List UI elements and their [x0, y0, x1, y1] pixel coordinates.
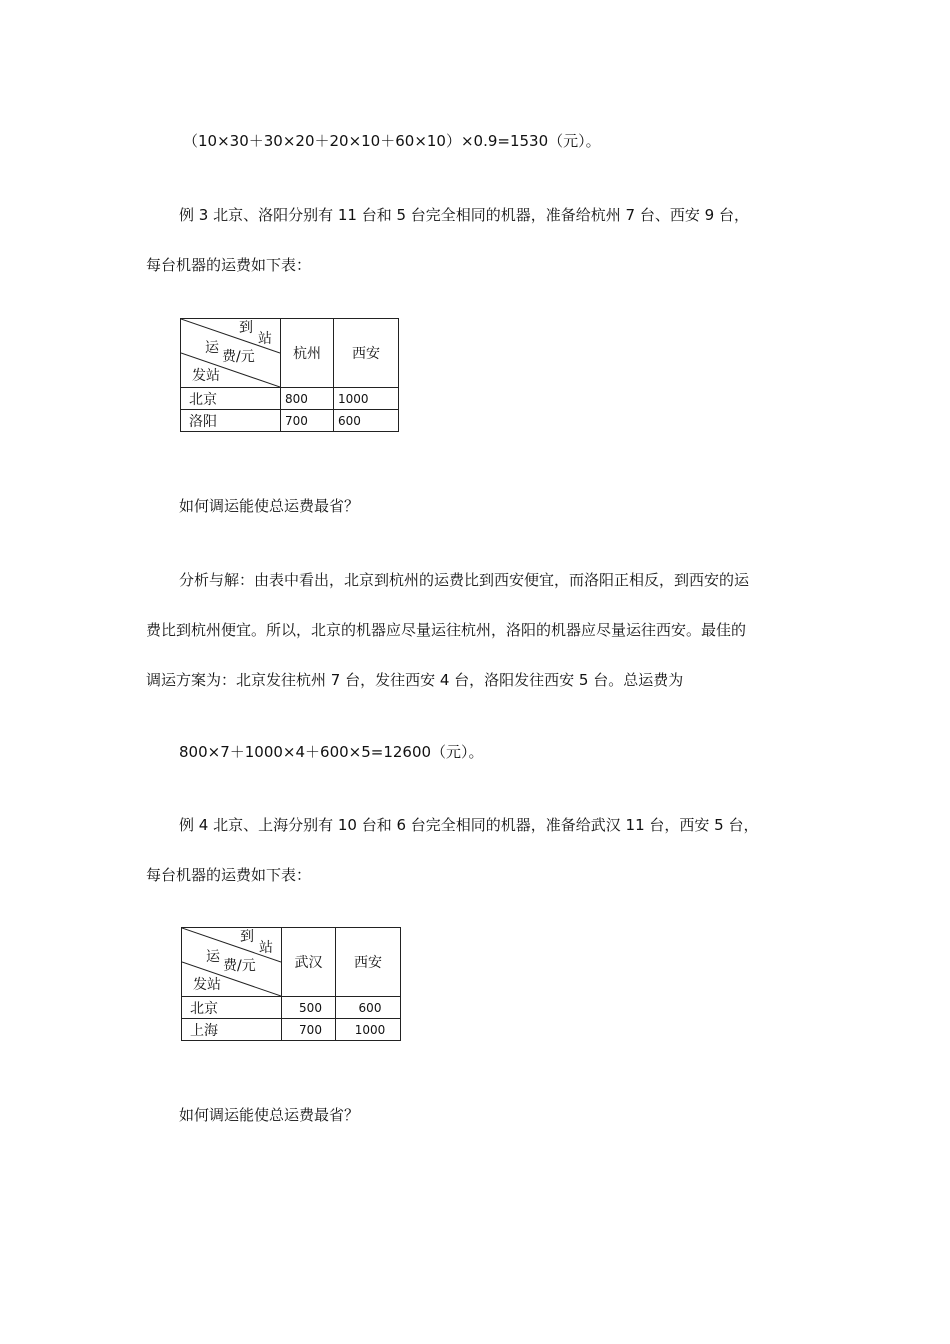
header-station: 站	[258, 331, 272, 347]
diagonal-header-cell	[181, 319, 281, 388]
example-3-line-1: 例 3 北京、洛阳分别有 11 台和 5 台完全相同的机器，准备给杭州 7 台、西安 9 台，	[179, 206, 749, 224]
origin-cell: 北京	[182, 997, 282, 1019]
header-from: 发站	[193, 977, 221, 993]
example-4-line-1: 例 4 北京、上海分别有 10 台和 6 台完全相同的机器，准备给武汉 11 台，西安 5 台，	[179, 816, 759, 834]
analysis-line-2: 费比到杭州便宜。所以，北京的机器应尽量运往杭州，洛阳的机器应尽量运往西安。最佳的	[146, 621, 747, 639]
analysis-line-1: 分析与解：由表中看出，北京到杭州的运费比到西安便宜，而洛阳正相反，到西安的运	[179, 571, 750, 589]
header-to: 到	[239, 320, 253, 336]
header-to: 到	[240, 929, 254, 945]
question-line-2: 如何调运能使总运费最省？	[179, 1106, 360, 1124]
example-3-line-2: 每台机器的运费如下表：	[146, 256, 312, 274]
freight-table-2	[181, 927, 401, 1041]
origin-cell: 北京	[181, 388, 281, 410]
origin-cell: 上海	[182, 1019, 282, 1041]
header-fee-b: 费/元	[223, 958, 256, 974]
dest-header: 杭州	[281, 319, 334, 388]
dest-header: 武汉	[282, 928, 336, 997]
value-cell: 1000	[334, 388, 399, 410]
header-fee-a: 运	[205, 340, 219, 356]
header-station: 站	[259, 940, 273, 956]
header-fee-b: 费/元	[222, 349, 255, 365]
formula-line-2: 800×7＋1000×4＋600×5=12600（元）。	[179, 743, 484, 761]
dest-header: 西安	[334, 319, 399, 388]
value-cell: 600	[336, 997, 401, 1019]
value-cell: 800	[281, 388, 334, 410]
header-from: 发站	[192, 368, 220, 384]
header-fee-a: 运	[206, 949, 220, 965]
value-cell: 700	[281, 410, 334, 432]
value-cell: 600	[334, 410, 399, 432]
dest-header: 西安	[336, 928, 401, 997]
question-line-1: 如何调运能使总运费最省？	[179, 497, 360, 515]
formula-line-1: （10×30＋30×20＋20×10＋60×10）×0.9=1530（元）。	[183, 132, 601, 150]
diagonal-header-cell	[182, 928, 282, 997]
value-cell: 500	[282, 997, 336, 1019]
value-cell: 700	[282, 1019, 336, 1041]
analysis-line-3: 调运方案为：北京发往杭州 7 台，发往西安 4 台，洛阳发往西安 5 台。总运费为	[146, 671, 684, 689]
origin-cell: 洛阳	[181, 410, 281, 432]
example-4-line-2: 每台机器的运费如下表：	[146, 866, 312, 884]
freight-table-1	[180, 318, 399, 432]
value-cell: 1000	[336, 1019, 401, 1041]
